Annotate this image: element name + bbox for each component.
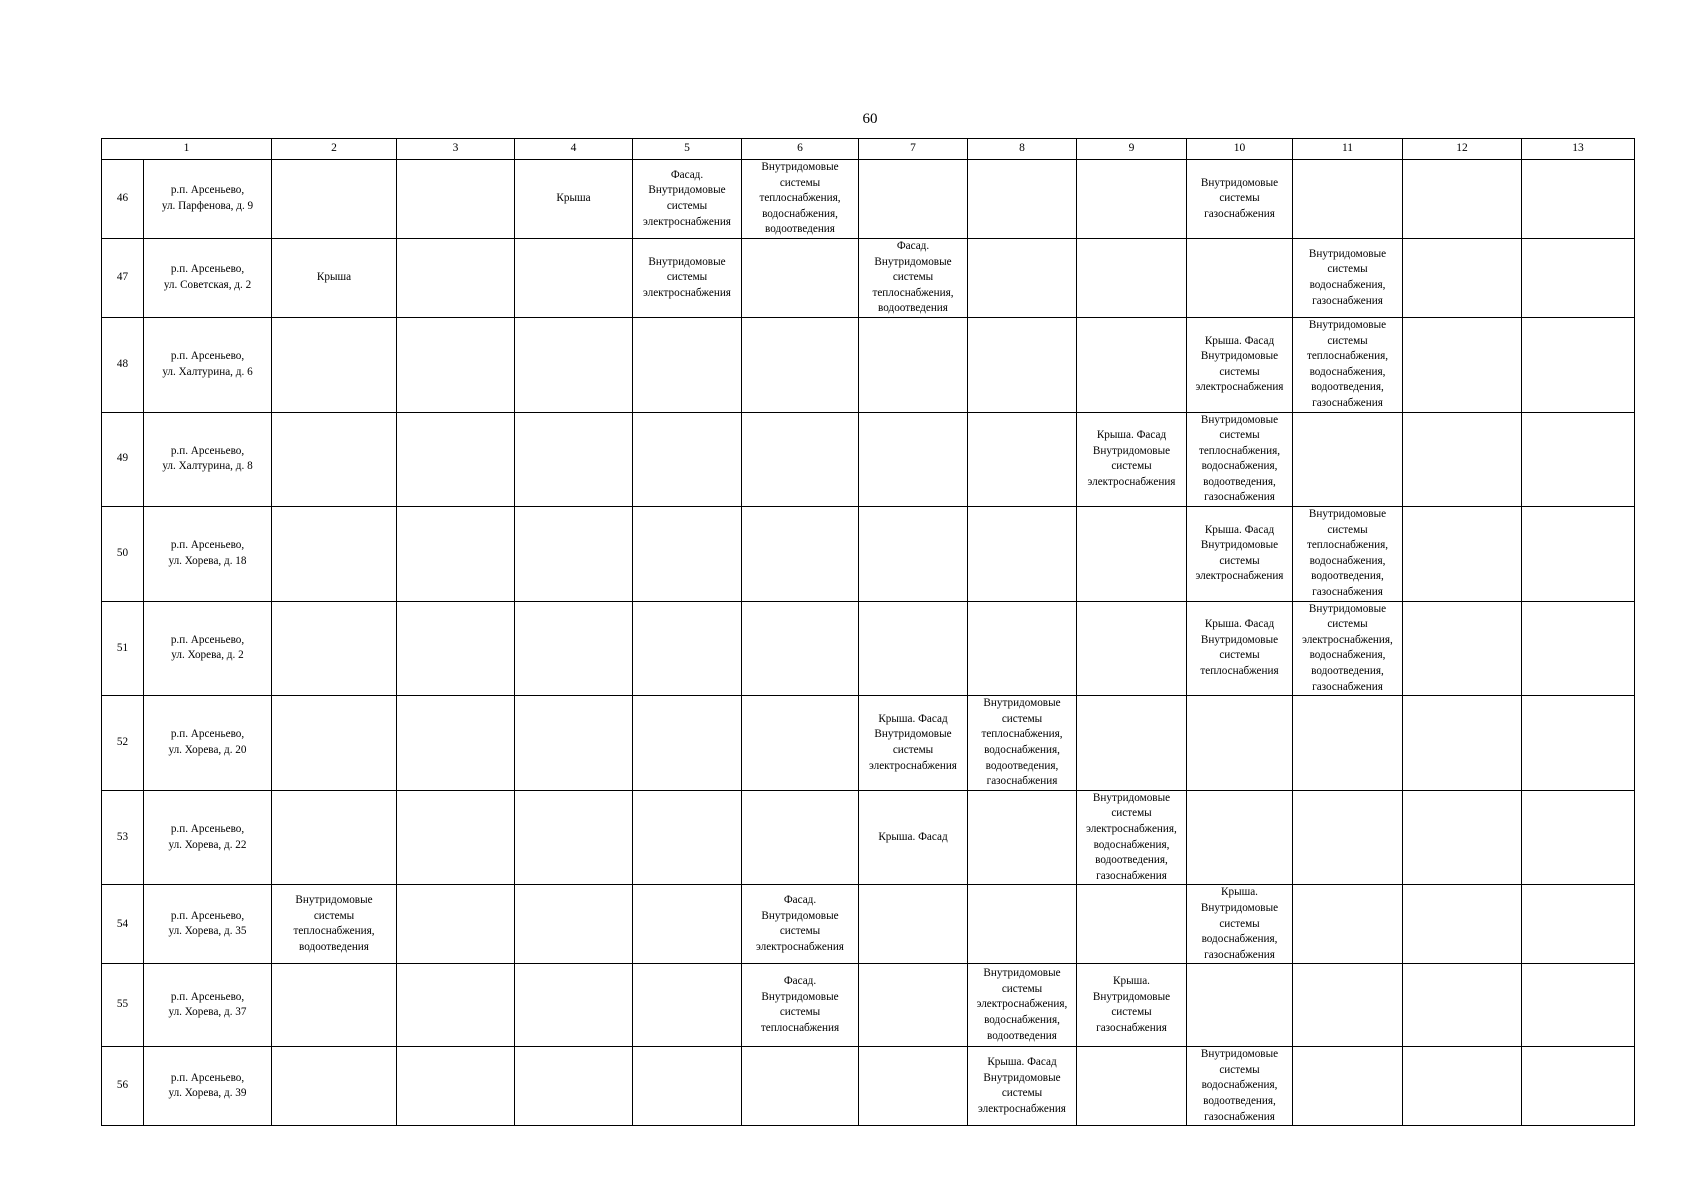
address-cell bbox=[144, 160, 272, 239]
work-cell bbox=[515, 1047, 633, 1126]
work-cell bbox=[633, 1047, 742, 1126]
work-cell bbox=[1522, 885, 1635, 964]
work-text: Фасад. Внутридомовые системы теплоснабжения bbox=[760, 975, 840, 1034]
work-cell bbox=[515, 790, 633, 885]
work-cell bbox=[968, 696, 1077, 791]
work-text: Фасад. Внутридомовые системы электроснабжения bbox=[756, 894, 844, 953]
work-cell bbox=[515, 412, 633, 507]
work-cell bbox=[1403, 696, 1522, 791]
work-cell bbox=[1403, 507, 1522, 602]
work-cell bbox=[1403, 160, 1522, 239]
column-header: 1 bbox=[102, 139, 272, 160]
work-cell bbox=[968, 790, 1077, 885]
address-cell bbox=[144, 412, 272, 507]
table-body bbox=[102, 139, 1635, 1126]
work-cell bbox=[968, 1047, 1077, 1126]
work-cell bbox=[515, 317, 633, 412]
work-cell bbox=[1403, 238, 1522, 317]
table-row bbox=[102, 1047, 1635, 1126]
column-header: 8 bbox=[968, 139, 1077, 160]
work-cell bbox=[397, 317, 515, 412]
work-cell bbox=[859, 507, 968, 602]
row-number: 47 bbox=[102, 238, 144, 317]
work-cell bbox=[859, 790, 968, 885]
row-number: 52 bbox=[102, 696, 144, 791]
address-text: р.п. Арсеньево, ул. Халтурина, д. 6 bbox=[162, 350, 253, 378]
work-cell bbox=[1187, 790, 1293, 885]
work-cell bbox=[633, 412, 742, 507]
row-number: 50 bbox=[102, 507, 144, 602]
work-cell bbox=[742, 238, 859, 317]
work-cell bbox=[742, 790, 859, 885]
work-cell bbox=[859, 885, 968, 964]
work-cell bbox=[1187, 696, 1293, 791]
work-cell bbox=[1403, 1047, 1522, 1126]
work-cell bbox=[633, 696, 742, 791]
work-cell bbox=[1522, 964, 1635, 1047]
work-cell bbox=[515, 696, 633, 791]
work-cell bbox=[397, 601, 515, 696]
row-number: 48 bbox=[102, 317, 144, 412]
address-text: р.п. Арсеньево, ул. Хорева, д. 39 bbox=[168, 1071, 247, 1100]
work-cell bbox=[859, 964, 968, 1047]
work-cell bbox=[1187, 160, 1293, 239]
column-header: 4 bbox=[515, 139, 633, 160]
address-cell bbox=[144, 238, 272, 317]
work-cell bbox=[1077, 238, 1187, 317]
work-text: Крыша. Фасад Внутридомовые системы электроснабжения bbox=[1195, 334, 1284, 394]
work-cell bbox=[742, 507, 859, 602]
work-text: Внутридомовые системы электроснабжения bbox=[643, 255, 731, 299]
work-cell bbox=[1077, 317, 1187, 412]
work-cell bbox=[1293, 507, 1403, 602]
work-cell bbox=[968, 964, 1077, 1047]
address-cell bbox=[144, 1047, 272, 1126]
work-cell bbox=[397, 412, 515, 507]
work-cell bbox=[1403, 964, 1522, 1047]
address-cell bbox=[144, 790, 272, 885]
work-text: Внутридомовые системы водоснабжения, водоотведения, газоснабжения bbox=[1200, 1048, 1279, 1123]
work-text: Крыша. Фасад Внутридомовые системы теплоснабжения bbox=[1200, 618, 1279, 677]
work-cell bbox=[633, 238, 742, 317]
work-cell bbox=[859, 238, 968, 317]
work-cell bbox=[1077, 412, 1187, 507]
work-cell bbox=[633, 601, 742, 696]
address-cell bbox=[144, 964, 272, 1047]
work-cell bbox=[272, 790, 397, 885]
work-cell bbox=[1522, 507, 1635, 602]
work-cell bbox=[1077, 1047, 1187, 1126]
work-cell bbox=[1522, 238, 1635, 317]
row-number: 46 bbox=[102, 160, 144, 239]
work-cell bbox=[272, 885, 397, 964]
column-header: 11 bbox=[1293, 139, 1403, 160]
work-cell bbox=[1403, 317, 1522, 412]
address-cell bbox=[144, 601, 272, 696]
row-number: 56 bbox=[102, 1047, 144, 1126]
work-cell bbox=[1522, 160, 1635, 239]
work-cell bbox=[515, 238, 633, 317]
work-cell bbox=[742, 885, 859, 964]
address-cell bbox=[144, 696, 272, 791]
address-text: р.п. Арсеньево, ул. Хорева, д. 18 bbox=[168, 539, 247, 567]
address-text: р.п. Арсеньево, ул. Советская, д. 2 bbox=[163, 263, 252, 291]
row-number: 55 bbox=[102, 964, 144, 1047]
address-text: р.п. Арсеньево, ул. Хорева, д. 35 bbox=[168, 909, 247, 938]
column-header: 9 bbox=[1077, 139, 1187, 160]
address-cell bbox=[144, 317, 272, 412]
work-text: Внутридомовые системы теплоснабжения, водоснабжения, водоотведения bbox=[759, 161, 841, 236]
table-row bbox=[102, 160, 1635, 239]
work-cell bbox=[1293, 964, 1403, 1047]
work-cell bbox=[397, 238, 515, 317]
work-cell bbox=[1077, 601, 1187, 696]
row-number: 49 bbox=[102, 412, 144, 507]
work-cell bbox=[742, 412, 859, 507]
address-text: р.п. Арсеньево, ул. Хорева, д. 22 bbox=[168, 822, 247, 851]
work-cell bbox=[397, 1047, 515, 1126]
work-cell bbox=[633, 964, 742, 1047]
work-cell bbox=[1293, 317, 1403, 412]
table-row bbox=[102, 238, 1635, 317]
column-header: 5 bbox=[633, 139, 742, 160]
work-cell bbox=[272, 1047, 397, 1126]
work-cell bbox=[1293, 160, 1403, 239]
work-cell bbox=[1522, 696, 1635, 791]
work-cell bbox=[1187, 412, 1293, 507]
work-cell bbox=[1522, 790, 1635, 885]
work-text: Фасад. Внутридомовые системы электроснабжения bbox=[643, 168, 731, 228]
work-cell bbox=[859, 317, 968, 412]
work-cell bbox=[272, 507, 397, 602]
work-cell bbox=[633, 885, 742, 964]
work-cell bbox=[1293, 238, 1403, 317]
work-text: Крыша bbox=[316, 271, 352, 284]
work-cell bbox=[515, 160, 633, 239]
work-cell bbox=[742, 601, 859, 696]
work-cell bbox=[397, 507, 515, 602]
work-cell bbox=[1522, 1047, 1635, 1126]
work-cell bbox=[742, 160, 859, 239]
work-cell bbox=[968, 160, 1077, 239]
work-cell bbox=[633, 317, 742, 412]
address-cell bbox=[144, 507, 272, 602]
work-cell bbox=[1187, 964, 1293, 1047]
work-cell bbox=[397, 885, 515, 964]
row-number: 53 bbox=[102, 790, 144, 885]
work-cell bbox=[1187, 238, 1293, 317]
page-number: 60 bbox=[862, 111, 878, 127]
work-cell bbox=[1403, 412, 1522, 507]
table-row bbox=[102, 964, 1635, 1047]
column-header: 10 bbox=[1187, 139, 1293, 160]
address-text: р.п. Арсеньево, ул. Хорева, д. 2 bbox=[170, 633, 245, 662]
work-cell bbox=[968, 412, 1077, 507]
repair-schedule-table bbox=[101, 138, 1635, 1126]
work-text: Крыша. Фасад Внутридомовые системы электроснабжения bbox=[978, 1056, 1066, 1115]
work-text: Внутридомовые системы теплоснабжения, водоснабжения, водоотведения, газоснабжения bbox=[1198, 413, 1281, 504]
work-text: Крыша bbox=[556, 192, 591, 205]
column-header: 3 bbox=[397, 139, 515, 160]
work-cell bbox=[968, 317, 1077, 412]
address-cell bbox=[144, 885, 272, 964]
work-cell bbox=[859, 1047, 968, 1126]
address-text: р.п. Арсеньево, ул. Хорева, д. 20 bbox=[168, 728, 247, 756]
work-text: Крыша. Фасад bbox=[878, 830, 948, 843]
work-cell bbox=[968, 601, 1077, 696]
work-cell bbox=[1077, 696, 1187, 791]
work-text: Крыша. Фасад Внутридомовые системы электроснабжения bbox=[1195, 523, 1284, 583]
column-header: 7 bbox=[859, 139, 968, 160]
work-cell bbox=[968, 507, 1077, 602]
work-text: Внутридомовые системы газоснабжения bbox=[1200, 176, 1279, 220]
work-cell bbox=[1187, 601, 1293, 696]
work-text: Внутридомовые системы теплоснабжения, водоснабжения, водоотведения, газоснабжения bbox=[981, 697, 1063, 788]
table-row bbox=[102, 412, 1635, 507]
work-text: Крыша. Внутридомовые системы газоснабжения bbox=[1092, 975, 1171, 1034]
column-header: 13 bbox=[1522, 139, 1635, 160]
work-cell bbox=[397, 696, 515, 791]
work-cell bbox=[1522, 317, 1635, 412]
work-cell bbox=[272, 964, 397, 1047]
work-text: Внутридомовые системы водоснабжения, газоснабжения bbox=[1308, 247, 1387, 307]
work-text: Крыша. Внутридомовые системы водоснабжения, газоснабжения bbox=[1200, 886, 1279, 961]
work-cell bbox=[397, 790, 515, 885]
work-cell bbox=[1293, 601, 1403, 696]
work-text: Внутридомовые системы теплоснабжения, водоснабжения, водоотведения, газоснабжения bbox=[1306, 318, 1389, 409]
work-cell bbox=[1077, 964, 1187, 1047]
address-text: р.п. Арсеньево, ул. Хорева, д. 37 bbox=[168, 990, 247, 1019]
row-number: 54 bbox=[102, 885, 144, 964]
work-cell bbox=[1293, 885, 1403, 964]
work-cell bbox=[859, 601, 968, 696]
column-header: 12 bbox=[1403, 139, 1522, 160]
work-cell bbox=[968, 885, 1077, 964]
work-text: Внутридомовые системы электроснабжения, водоснабжения, водоотведения bbox=[976, 967, 1068, 1042]
work-text: Внутридомовые системы электроснабжения, водоснабжения, водоотведения, газоснабжения bbox=[1086, 791, 1177, 882]
table-row bbox=[102, 696, 1635, 791]
work-cell bbox=[742, 696, 859, 791]
work-cell bbox=[859, 160, 968, 239]
work-cell bbox=[1187, 317, 1293, 412]
work-cell bbox=[1522, 601, 1635, 696]
work-cell bbox=[272, 238, 397, 317]
work-text: Внутридомовые системы электроснабжения, водоснабжения, водоотведения, газоснабжения bbox=[1302, 602, 1393, 693]
work-cell bbox=[859, 696, 968, 791]
work-cell bbox=[1077, 885, 1187, 964]
work-cell bbox=[515, 885, 633, 964]
address-text: р.п. Арсеньево, ул. Парфенова, д. 9 bbox=[161, 184, 254, 212]
table-row bbox=[102, 885, 1635, 964]
work-cell bbox=[1293, 790, 1403, 885]
header-row bbox=[102, 139, 1635, 160]
work-cell bbox=[1293, 1047, 1403, 1126]
work-cell bbox=[397, 964, 515, 1047]
work-text: Внутридомовые системы теплоснабжения, водоснабжения, водоотведения, газоснабжения bbox=[1306, 508, 1389, 599]
work-cell bbox=[272, 317, 397, 412]
work-cell bbox=[515, 507, 633, 602]
work-cell bbox=[1403, 790, 1522, 885]
work-cell bbox=[742, 964, 859, 1047]
table-row bbox=[102, 317, 1635, 412]
work-cell bbox=[1293, 412, 1403, 507]
work-cell bbox=[272, 601, 397, 696]
work-cell bbox=[859, 412, 968, 507]
table-row bbox=[102, 601, 1635, 696]
work-cell bbox=[515, 964, 633, 1047]
work-cell bbox=[397, 160, 515, 239]
address-text: р.п. Арсеньево, ул. Халтурина, д. 8 bbox=[162, 444, 253, 473]
work-cell bbox=[1077, 507, 1187, 602]
work-cell bbox=[633, 507, 742, 602]
work-cell bbox=[1293, 696, 1403, 791]
work-cell bbox=[1403, 601, 1522, 696]
work-cell bbox=[272, 160, 397, 239]
work-cell bbox=[742, 317, 859, 412]
work-cell bbox=[1077, 790, 1187, 885]
work-cell bbox=[272, 412, 397, 507]
work-cell bbox=[1187, 885, 1293, 964]
work-cell bbox=[1187, 1047, 1293, 1126]
work-cell bbox=[515, 601, 633, 696]
work-cell bbox=[742, 1047, 859, 1126]
work-cell bbox=[1403, 885, 1522, 964]
work-cell bbox=[633, 790, 742, 885]
work-text: Внутридомовые системы теплоснабжения, водоотведения bbox=[293, 894, 375, 953]
column-header: 6 bbox=[742, 139, 859, 160]
work-cell bbox=[1187, 507, 1293, 602]
row-number: 51 bbox=[102, 601, 144, 696]
table-row bbox=[102, 790, 1635, 885]
column-header: 2 bbox=[272, 139, 397, 160]
work-cell bbox=[272, 696, 397, 791]
work-cell bbox=[968, 238, 1077, 317]
work-cell bbox=[1077, 160, 1187, 239]
work-text: Крыша. Фасад Внутридомовые системы электроснабжения bbox=[1087, 429, 1176, 488]
table-row bbox=[102, 507, 1635, 602]
work-text: Крыша. Фасад Внутридомовые системы электроснабжения bbox=[869, 712, 957, 772]
work-cell bbox=[633, 160, 742, 239]
work-cell bbox=[1522, 412, 1635, 507]
work-text: Фасад. Внутридомовые системы теплоснабжения, водоотведения bbox=[872, 239, 954, 315]
